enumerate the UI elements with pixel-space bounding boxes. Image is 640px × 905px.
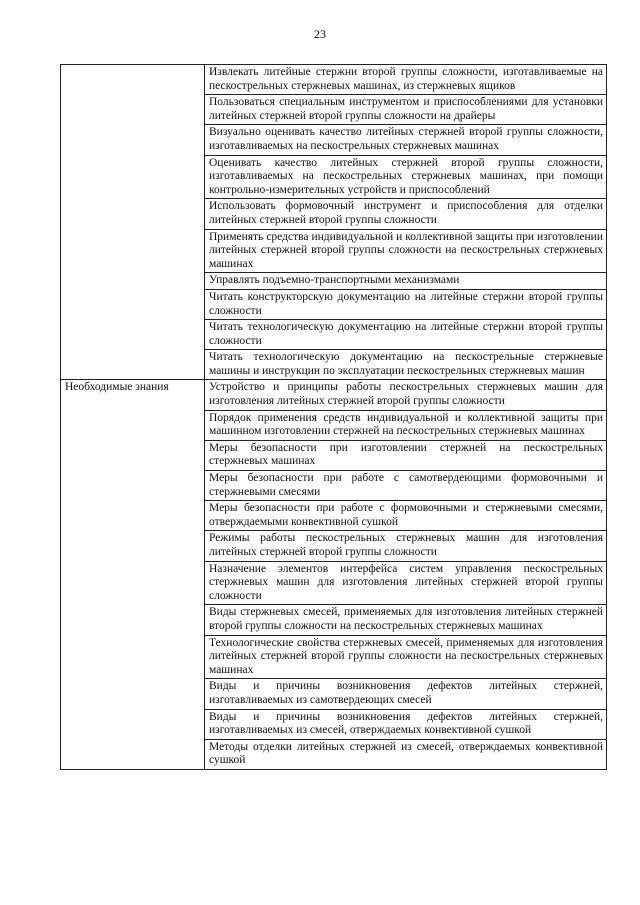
- table-row: [61, 380, 607, 410]
- knowledge-item: Устройство и принципы работы пескострельных стержневых машин для изготовления литейных стержней второй группы сложности: [205, 380, 607, 410]
- skill-item: Извлекать литейные стержни второй группы сложности, изготавливаемые на пескострельных стержневых машинах, из стержневых ящиков: [205, 65, 607, 95]
- knowledge-item: Методы отделки литейных стержней из смесей, отверждаемых конвективной сушкой: [205, 739, 607, 769]
- knowledge-item: Назначение элементов интерфейса систем управления пескострельных стержневых машин для изготовления литейных стержней второй группы сложности: [205, 561, 607, 605]
- knowledge-label-cell: Необходимые знания: [61, 380, 205, 769]
- knowledge-item: Порядок применения средств индивидуальной и коллективной защиты при машинном изготовлении стержней на пескострельных стержневых машинах: [205, 410, 607, 440]
- skill-item: Управлять подъемно-транспортными механизмами: [205, 273, 607, 290]
- skill-item: Визуально оценивать качество литейных стержней второй группы сложности, изготавливаемых на пескострельных стержневых машинах: [205, 125, 607, 155]
- skill-item: Читать технологическую документацию на пескострельные стержневые машины и инструкции по эксплуатации пескострельных стержневых машин: [205, 350, 607, 380]
- knowledge-item: Виды и причины возникновения дефектов литейных стержней, изготавливаемых из смесей, отверждаемых конвективной сушкой: [205, 709, 607, 739]
- table-row: [61, 65, 607, 95]
- knowledge-item: Виды и причины возникновения дефектов литейных стержней, изготавливаемых из самотвердеющих смесей: [205, 679, 607, 709]
- skills-label-cell: [61, 65, 205, 380]
- knowledge-item: Режимы работы пескострельных стержневых машин для изготовления литейных стержней второй группы сложности: [205, 531, 607, 561]
- skill-item: Оценивать качество литейных стержней второй группы сложности, изготавливаемых на пескострельных стержневых машинах, при помощи контрольно-измерительных устройств и приспособлений: [205, 155, 607, 199]
- knowledge-item: Меры безопасности при работе с формовочными и стержневыми смесями, отверждаемыми конвективной сушкой: [205, 501, 607, 531]
- page-number: 23: [314, 27, 326, 41]
- knowledge-item: Виды стержневых смесей, применяемых для изготовления литейных стержней второй группы сложности на пескострельных стержневых машинах: [205, 605, 607, 635]
- skill-item: Использовать формовочный инструмент и приспособления для отделки литейных стержней второй группы сложности: [205, 199, 607, 229]
- knowledge-item: Меры безопасности при работе с самотвердеющими формовочными и стержневыми смесями: [205, 471, 607, 501]
- knowledge-item: Меры безопасности при изготовлении стержней на пескострельных стержневых машинах: [205, 440, 607, 470]
- skill-item: Читать конструкторскую документацию на литейные стержни второй группы сложности: [205, 289, 607, 319]
- knowledge-item: Технологические свойства стержневых смесей, применяемых для изготовления литейных стержней второй группы сложности на пескострельных стержневых машинах: [205, 635, 607, 679]
- skill-item: Пользоваться специальным инструментом и приспособлениями для установки литейных стержней второй группы сложности на драйеры: [205, 95, 607, 125]
- requirements-table: [60, 64, 607, 770]
- skill-item: Применять средства индивидуальной и коллективной защиты при изготовлении литейных стержней второй группы сложности на пескострельных стержневых машинах: [205, 229, 607, 273]
- skill-item: Читать технологическую документацию на литейные стержни второй группы сложности: [205, 320, 607, 350]
